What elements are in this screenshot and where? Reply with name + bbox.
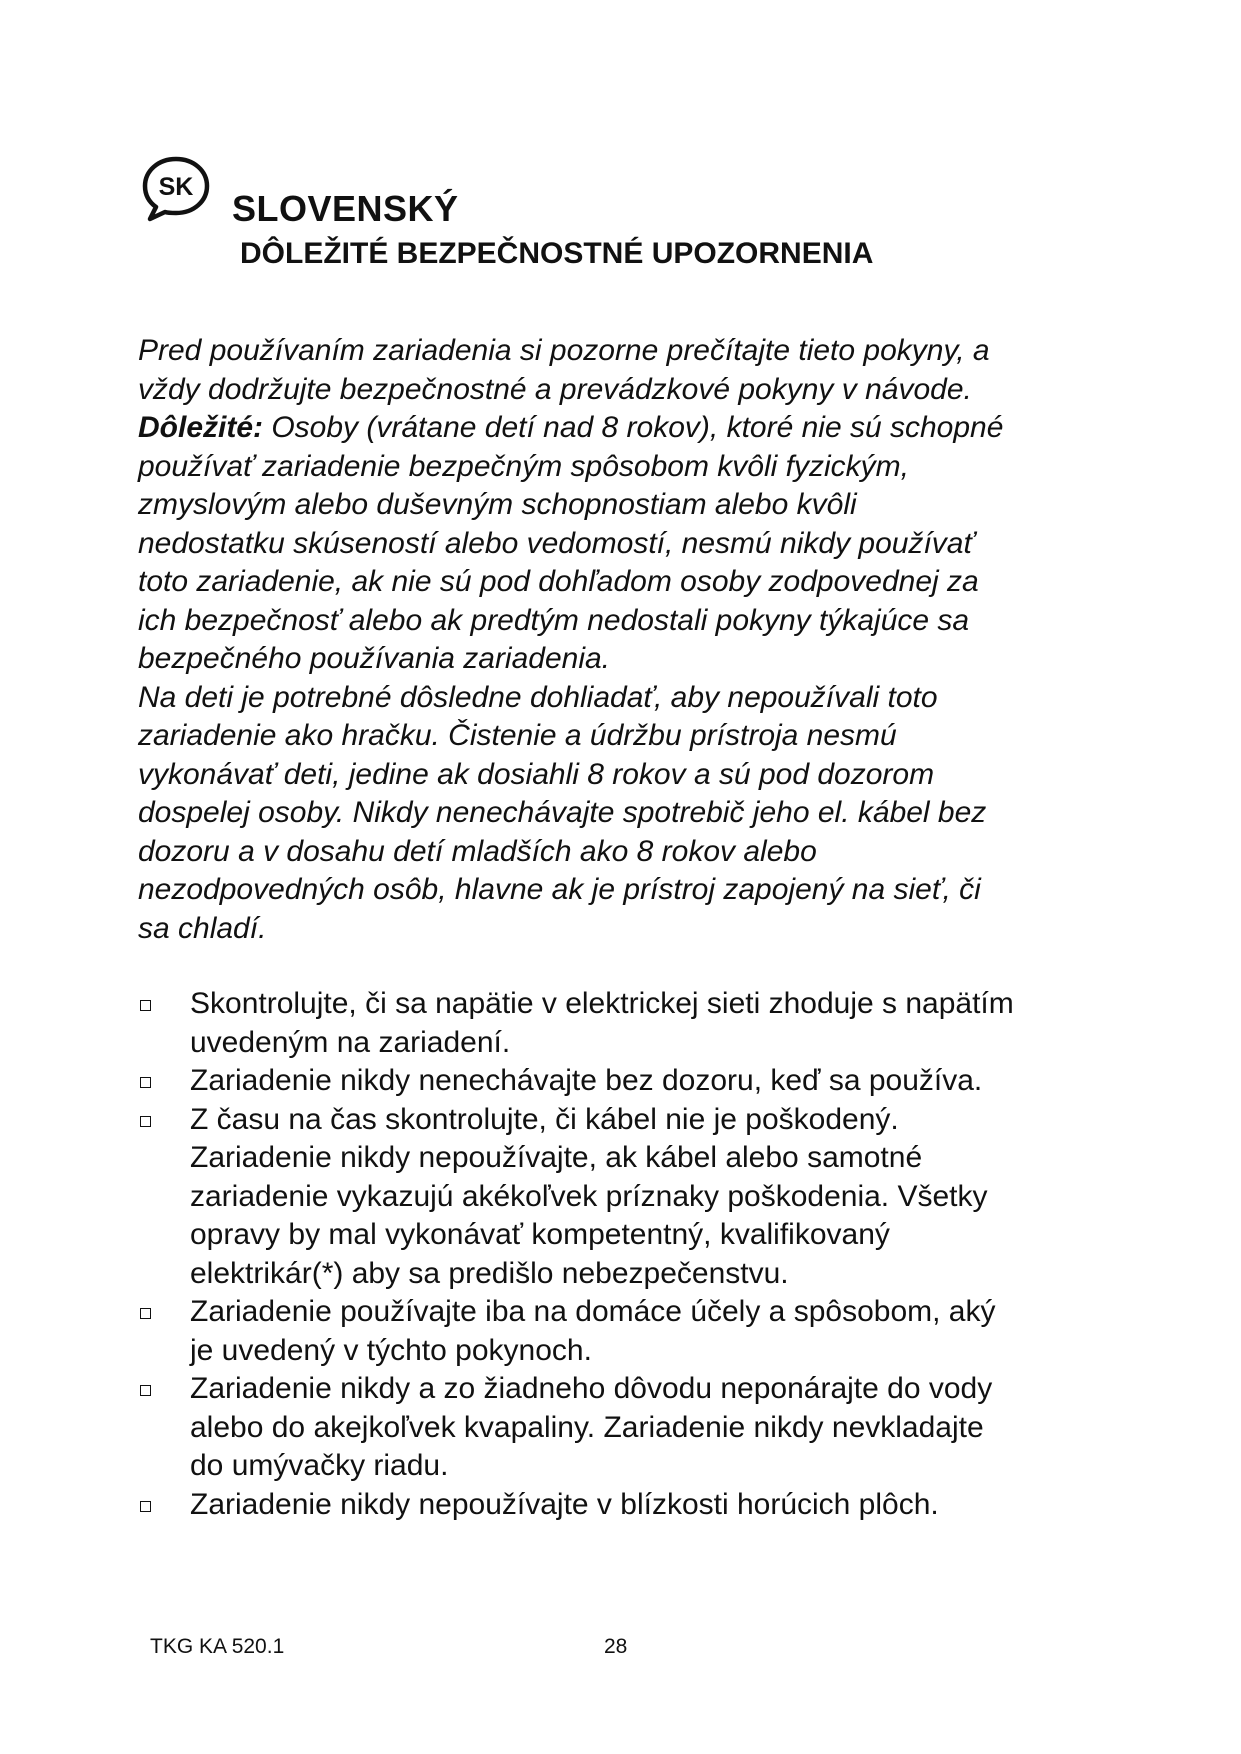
footer-model: TKG KA 520.1 — [150, 1635, 285, 1658]
intro-line: dozoru a v dosahu detí mladších ako 8 rokov alebo — [138, 834, 817, 868]
checkbox-bullet-icon — [140, 1501, 151, 1512]
checkbox-bullet-icon — [140, 1116, 151, 1127]
list-item: Zariadenie používajte iba na domáce účely a spôsobom, aký je uvedený v týchto pokynoch. — [138, 1293, 1128, 1370]
list-item: Skontrolujte, či sa napätie v elektrickej sieti zhoduje s napätím uvedeným na zariadení. — [138, 985, 1128, 1062]
intro-line: vždy dodržujte bezpečnostné a prevádzkové pokyny v návode. — [138, 372, 972, 406]
intro-text — [138, 332, 1118, 948]
intro-line: vykonávať deti, jedine ak dosiahli 8 rokov a sú pod dozorom — [138, 757, 935, 791]
intro-line: sa chladí. — [138, 911, 267, 945]
sk-language-icon — [140, 155, 212, 223]
list-item: Zariadenie nikdy nenechávajte bez dozoru, keď sa používa. — [138, 1062, 1128, 1101]
intro-line: nezodpovedných osôb, hlavne ak je prístroj zapojený na sieť, či — [138, 873, 981, 906]
intro-line: zmyslovým alebo duševným schopnostiam alebo kvôli — [138, 488, 857, 521]
sk-badge-text: SK — [158, 173, 194, 201]
checkbox-bullet-icon — [140, 1308, 151, 1319]
page-number: 28 — [604, 1635, 628, 1658]
intro-line: nedostatku skúseností alebo vedomostí, nesmú nikdy používať — [138, 526, 975, 560]
intro-line: toto zariadenie, ak nie sú pod dohľadom osoby zodpovednej za — [138, 565, 979, 598]
important-line — [138, 409, 1118, 448]
checkbox-bullet-icon — [140, 1077, 151, 1088]
safety-list — [138, 985, 1128, 1524]
important-text: Osoby (vrátane detí nad 8 rokov), ktoré nie sú schopné — [263, 411, 1004, 444]
section-title: DÔLEŽITÉ BEZPEČNOSTNÉ UPOZORNENIA — [240, 237, 874, 270]
list-item: Z času na čas skontrolujte, či kábel nie je poškodený. Zariadenie nikdy nepoužívajte, ak kábel alebo samotné zariadenie vykazujú akékoľvek príznaky poškodenia. Všetky opravy by mal vykonávať kompetentný, kvalifikovaný elektrikár(*) aby sa predišlo nebezpečenstvu. — [138, 1101, 1128, 1294]
intro-line: dospelej osoby. Nikdy nenechávajte spotrebič jeho el. kábel bez — [138, 796, 987, 829]
intro-line: Na deti je potrebné dôsledne dohliadať, aby nepoužívali toto — [138, 680, 938, 714]
intro-line: bezpečného používania zariadenia. — [138, 642, 611, 675]
intro-line: ich bezpečnosť alebo ak predtým nedostali pokyny týkajúce sa — [138, 603, 970, 637]
intro-line: používať zariadenie bezpečným spôsobom kvôli fyzickým, — [138, 449, 909, 483]
language-title: SLOVENSKÝ — [232, 188, 459, 229]
list-item: Zariadenie nikdy a zo žiadneho dôvodu neponárajte do vody alebo do akejkoľvek kvapaliny. Zariadenie nikdy nevkladajte do umývačky riadu. — [138, 1370, 1128, 1486]
important-label: Dôležité: — [138, 411, 264, 444]
intro-line: Pred používaním zariadenia si pozorne prečítajte tieto pokyny, a — [138, 334, 990, 367]
checkbox-bullet-icon — [140, 1385, 151, 1396]
checkbox-bullet-icon — [140, 1000, 151, 1011]
list-item: Zariadenie nikdy nepoužívajte v blízkosti horúcich plôch. — [138, 1486, 1128, 1525]
intro-line: zariadenie ako hračku. Čistenie a údržbu prístroja nesmú — [138, 719, 897, 752]
